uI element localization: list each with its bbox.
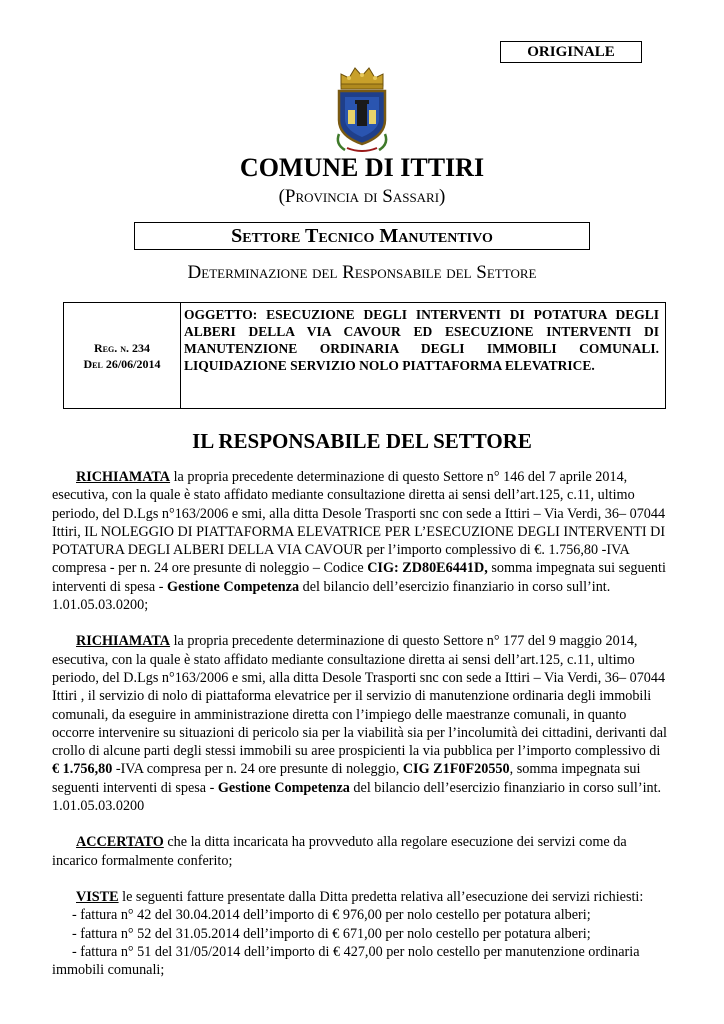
paragraph-richiamata-1 <box>52 468 668 614</box>
registry-date: Del 26/06/2014 <box>83 356 161 371</box>
text: del bilancio dell’esercizio finanziario in corso sull’int. 1.01.05.03.0200; <box>52 578 611 614</box>
text: la propria precedente determinazione di questo Settore n° 146 del 7 aprile 2014, esecutiva, con la quale è stato affidato mediante consultazione diretta ai sensi dell’art.125, c.11, ultimo periodo, del D.Lgs n°163/2006 e smi, alla ditta Desole Trasporti snc con sede a Ittiri – Via Verdi, 36– 07044 Ittiri, IL NOLEGGIO DI PIATTAFORMA ELEVATRICE PER L’ESECUZIONE DEGLI INTERVENTI DI POTATURA DEGLI ALBERI DELLA VIA CAVOUR per l’importo complessivo di €. 1.756,80 -IVA compresa - per n. 24 ore presunte di noleggio – Codice <box>52 469 666 577</box>
text: -IVA compresa per n. 24 ore presunte di noleggio, <box>112 761 403 778</box>
gestione-label: Gestione Competenza <box>167 578 300 595</box>
keyword: RICHIAMATA <box>76 633 171 650</box>
text: del bilancio dell’esercizio finanziario in corso sull’int. 1.01.05.03.0200 <box>52 779 662 815</box>
text: somma impegnata sui seguenti interventi di spesa - <box>52 560 666 595</box>
keyword: ACCERTATO <box>76 834 164 851</box>
subject-table <box>63 302 666 409</box>
invoice-item: - fattura n° 52 del 31.05.2014 dell’importo di € 671,00 per nolo cestello per potatura alberi; <box>72 925 591 942</box>
province-subtitle: (Provincia di Sassari) <box>278 186 446 207</box>
paragraph-accertato <box>52 833 668 870</box>
registry-cell <box>64 303 181 408</box>
invoice-item: - fattura n° 51 del 31/05/2014 dell’importo di € 427,00 per nolo cestello per manutenzione ordinaria immobili comunali; <box>52 943 640 979</box>
cig-code: CIG: ZD80E6441D, <box>367 560 488 577</box>
viste-intro <box>52 888 668 906</box>
determination-title: Determinazione del Responsabile del Settore <box>187 262 537 283</box>
municipal-coat-of-arms-icon <box>331 64 393 152</box>
subject-text: OGGETTO: ESECUZIONE DEGLI INTERVENTI DI POTATURA DEGLI ALBERI DELLA VIA CAVOUR ED ESECUZIONE INTERVENTI DI MANUTENZIONE ORDINARIA DEGLI IMMOBILI COMUNALI. LIQUIDAZIONE SERVIZIO NOLO PIATTAFORMA ELEVATRICE. <box>184 307 659 373</box>
text: la propria precedente determinazione di questo Settore n° 177 del 9 maggio 2014, esecutiva, con la quale è stato affidato mediante consultazione diretta ai sensi dell’art.125, c.11, ultimo periodo, del D.Lgs n°163/2006 e smi, alla ditta Desole Trasporti snc con sede a Ittiri – Via Verdi, 36– 07044 Ittiri , il servizio di nolo di piattaforma elevatrice per il servizio di manutenzione ordinaria degli immobili comunali, da eseguire in amministrazione diretta con l’impiego delle maestranze comunali, in quanto occorre intervenire su situazioni di pericolo sia per la viabilità sia per l’incolumità dei cittadini, derivanti dal crollo di alcune parti degli stessi immobili su aree prospicienti la via pubblica per l’importo complessivo di <box>52 633 667 760</box>
keyword: VISTE <box>76 888 119 905</box>
section-heading: IL RESPONSABILE DEL SETTORE <box>192 429 532 453</box>
invoice-item: - fattura n° 42 del 30.04.2014 dell’importo di € 976,00 per nolo cestello per potatura alberi; <box>72 907 591 924</box>
municipality-title: COMUNE DI ITTIRI <box>239 153 485 182</box>
amount: € 1.756,80 <box>52 761 113 778</box>
paragraph-viste <box>52 888 668 979</box>
text: , somma impegnata sui seguenti interventi di spesa - <box>52 761 641 796</box>
gestione-label: Gestione Competenza <box>217 779 350 796</box>
document-body <box>52 468 668 979</box>
cig-code: CIG Z1F0F20550 <box>402 761 510 778</box>
text: le seguenti fatture presentate dalla Ditta predetta relativa all’esecuzione dei servizi richiesti: <box>118 888 644 905</box>
text: che la ditta incaricata ha provveduto alla regolare esecuzione dei servizi come da incarico formalmente conferito; <box>52 834 627 869</box>
sector-title: Settore Tecnico Manutentivo <box>134 222 590 250</box>
original-badge: ORIGINALE <box>500 41 642 63</box>
keyword: RICHIAMATA <box>76 469 171 485</box>
paragraph-richiamata-2 <box>52 632 668 815</box>
registry-number: Reg. n. 234 <box>93 340 150 355</box>
